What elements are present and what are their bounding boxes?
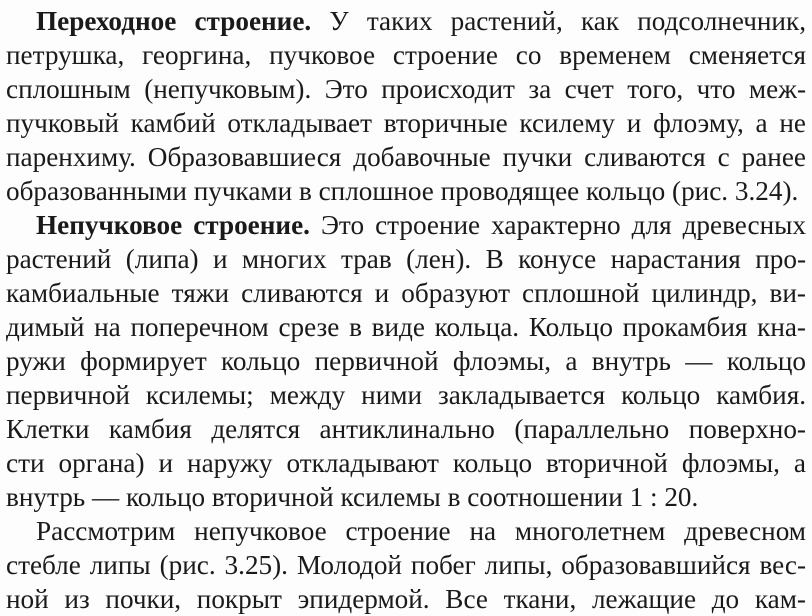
text-line: [6, 446, 806, 480]
text-segment: Рассмотрим непучковое строение на многолетнем древесном: [36, 516, 806, 546]
text-line: [6, 140, 806, 174]
text-line: [6, 106, 806, 140]
text-segment: растений (липа) и многих трав (лен). В конусе нарастания про-: [6, 244, 806, 274]
text-line: [6, 174, 806, 208]
text-segment: Клетки камбия делятся антиклинально (параллельно поверхно-: [6, 414, 806, 444]
text-line: [6, 310, 806, 344]
text-segment: паренхиму. Образовавшиеся добавочные пучки сливаются с ранее: [6, 142, 806, 172]
text-line: [6, 548, 806, 582]
text-segment: образованными пучками в сплошное проводящее кольцо (рис. 3.24).: [6, 176, 799, 206]
text-line: [6, 412, 806, 446]
text-segment: первичной ксилемы; между ними закладывается кольцо камбия.: [6, 380, 806, 410]
text-segment: ружи формирует кольцо первичной флоэмы, а внутрь — кольцо: [6, 346, 806, 376]
text-segment: камбиальные тяжи сливаются и образуют сплошной цилиндр, ви-: [6, 278, 806, 308]
text-line: [6, 276, 806, 310]
text-segment: пучковый камбий откладывает вторичные ксилему и флоэму, а не: [6, 108, 806, 138]
text-segment: петрушка, георгина, пучковое строение со временем сменяется: [6, 40, 806, 70]
text-segment: димый на поперечном срезе в виде кольца. Кольцо прокамбия кна-: [6, 312, 806, 342]
text-segment: сти органа) и наружу откладывают кольцо вторичной флоэмы, а: [6, 448, 806, 478]
text-line: [6, 480, 806, 514]
text-segment: стебле липы (рис. 3.25). Молодой побег липы, образовавшийся вес-: [6, 550, 806, 580]
text-segment: сплошным (непучковым). Это происходит за счет того, что меж-: [6, 74, 806, 104]
text-line: [36, 208, 806, 242]
section-heading: Непучковое строение.: [36, 210, 310, 240]
text-segment: ной из почки, покрыт эпидермой. Все ткани, лежащие до кам-: [6, 584, 806, 614]
text-line: [6, 344, 806, 378]
text-segment: У таких растений, как подсолнечник,: [311, 6, 806, 36]
text-segment: внутрь — кольцо вторичной ксилемы в соотношении 1 : 20.: [6, 482, 699, 512]
text-segment: Это строение характерно для древесных: [309, 210, 806, 240]
text-line: [6, 582, 806, 616]
text-line: [36, 4, 806, 38]
text-line: [6, 378, 806, 412]
text-line: [6, 38, 806, 72]
text-line: [6, 72, 806, 106]
text-line: [36, 514, 806, 548]
section-heading: Переходное строение.: [36, 6, 312, 36]
text-line: [6, 242, 806, 276]
